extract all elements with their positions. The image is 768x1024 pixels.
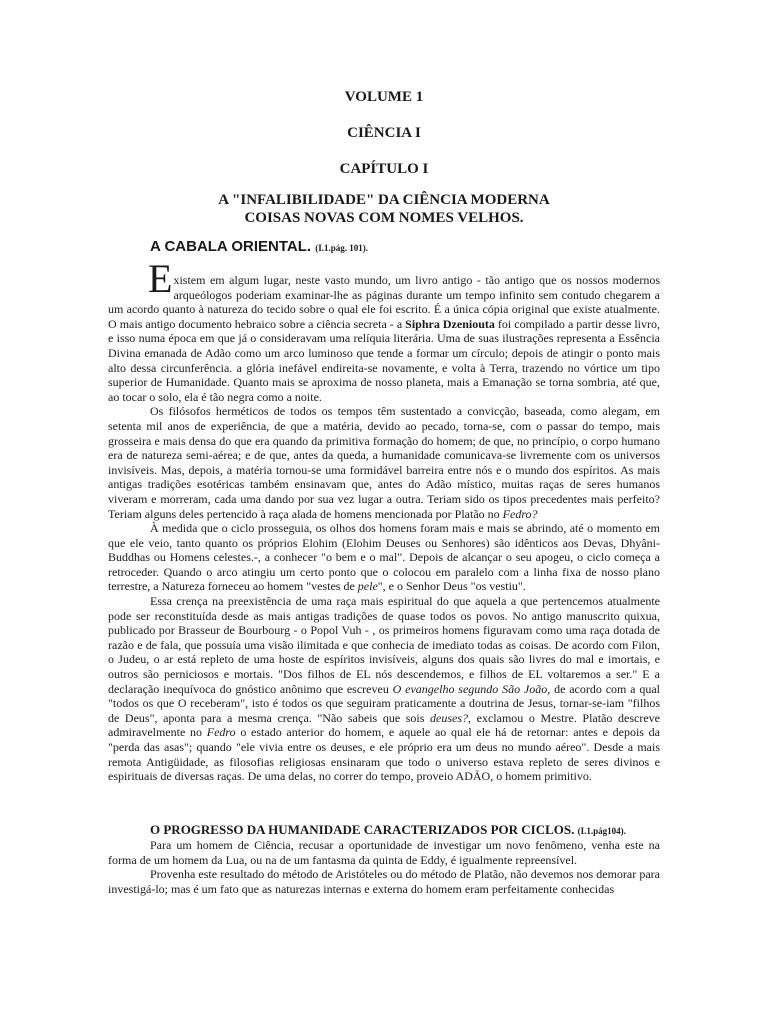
paragraph	[108, 404, 660, 521]
paragraph	[108, 594, 660, 784]
text-run: À medida que o ciclo prosseguia, os olhos dos homens foram mais e mais se abrindo, até o momento em que ele veio, tanto quanto os próprios Elohim (Elohim Deuses ou Senhores) são idênticos aos Devas, Dhyâni-Buddhas ou Homens celestes.-, a conhecer "o bem e o mal". Depois de alcançar o seu apogeu, o ciclo começa a retroceder. Quando o arco atingiu um certo ponto que o colocou em paralelo com a linha fixa de nosso plano terrestre, a Natureza forneceu ao homem "vestes de	[108, 521, 660, 594]
text-run: Os filósofos herméticos de todos os tempos têm sustentado a convicção, baseada, como alegam, em setenta mil anos de experiência, de que a matéria, devido ao pecado, torna-se, com o passar do tempo, mais grosseira e mais densa do que era quando da primitiva formação do homem; de que, no princípio, o corpo humano era de natureza semi-aérea; e de que, antes da queda, a humanidade comunicava-se livremente com os universos invisíveis. Mas, depois, a matéria tornou-se uma formidável barreira entre nós e o mundo dos espíritos. As mais antigas tradições esotéricas também ensinavam que, antes do Adão místico, muitas raças de seres humanos viveram e morreram, cada uma dando por sua vez lugar a outra. Teriam sido os tipos precedentes mais perfeito? Teriam alguns deles pertencido à raça alada de homens mencionada por Platão no	[108, 404, 660, 521]
text-run: , de acordo com a qual "todos os que O receberam", isto é todos os que seguiram praticamente a doutrina de Jesus, tornar-se-iam "filhos de Deus", aponta para a mesma crença. "Não sabeis que sois	[108, 681, 660, 725]
chapter-title-line1: A "INFALIBILIDADE" DA CIÊNCIA MODERNA	[218, 192, 550, 208]
text-run: xistem em algum lugar, neste vasto mundo, um livro antigo - tão antigo que os nossos modernos arqueólogos poderiam examinar-lhe as páginas durante um tempo infinito sem contudo chegarem a um acordo quanto à natureza do tecido sobre o qual ele foi escrito. É a única cópia original que existe atualmente. O mais antigo documento hebraico sobre a ciência secreta - a	[108, 273, 660, 331]
ciencia-heading: CIÊNCIA I	[347, 125, 421, 141]
paragraph: Para um homem de Ciência, recusar a oportunidade de investigar um novo fenômeno, venha este na forma de um homem da Lua, ou na de um fantasma da quinta de Eddy, é igualmente repreensível.	[108, 838, 660, 867]
drop-cap: E	[148, 256, 173, 301]
text-run: foi compilado a partir desse livro, e isso numa época em que já o consideravam uma relíquia literária. Uma de suas ilustrações representa a Essência Divina emanada de Adão como um arco luminoso que tende a formar um círculo; depois de atingir o ponto mais alto dessa circunferência. a glória inefável endireita-se novamente, e volta à Terra, trazendo no vórtice um tipo superior de Humanidade. Quanto mais se aproxima de nosso planeta, mais a Emanação se torna sombria, até que, ao tocar o solo, ela é tão negra como a noite.	[108, 316, 661, 404]
chapter-title	[0, 191, 768, 227]
chapter-title-line2: COISAS NOVAS COM NOMES VELHOS.	[244, 210, 524, 226]
section-body-cabala	[108, 256, 661, 784]
section-heading-progresso	[150, 822, 626, 838]
section-ref: (I.1.pág104).	[577, 826, 626, 836]
italic-run: deuses?	[430, 710, 469, 725]
book-title-bold: Siphra Dzeniouta	[405, 316, 495, 331]
text-run: , exclamou o Mestre. Platão descreve admiravelmente no	[108, 710, 660, 740]
italic-run: pele	[357, 579, 378, 594]
paragraph	[108, 521, 660, 594]
italic-run: Fedro	[206, 725, 236, 740]
paragraph-text	[108, 256, 661, 404]
section-ref: (I.1.pág. 101).	[315, 243, 369, 253]
section-title: O PROGRESSO DA HUMANIDADE CARACTERIZADOS POR CICLOS.	[150, 822, 575, 837]
paragraph	[108, 256, 661, 404]
italic-run: O evangelho segundo São João	[392, 681, 548, 696]
text-run: Essa crença na preexistência de uma raça mais espiritual do que aquela a que pertencemos atualmente pode ser reconstituída desde as mais antigas tradições de quase todos os povos. No antigo manuscrito quixua, publicado por Brasseur de Bourbourg - o Popol Vuh - , os primeiros homens figuravam como uma raça dotada de razão e de fala, que possuía uma visão ilimitada e que conhecia de imediato todas as coisas. De acordo com Filon, o Judeu, o ar está repleto de uma hoste de espíritos invisíveis, alguns dos quais são livres do mal e imortais, e outros são perniciosos e mortais. "Dos filhos de EL nós descendemos, e filhos de EL voltaremos a ser." E a declaração inequívoca do gnóstico anônimo que escreveu	[108, 594, 660, 696]
volume-heading: VOLUME 1	[344, 89, 424, 105]
chapter-heading	[0, 88, 768, 178]
section-title: A CABALA ORIENTAL.	[150, 238, 312, 255]
text-run: o estado anterior do homem, e aquele ao qual ele há de retornar: antes e depois da "perda das asas"; quando "ele vivia entre os deuses, e ele próprio era um deus no mundo aéreo". Desde a mais remota Antigüidade, as filosofias religiosas ensinaram que todo o universo estava repleto de seres divinos e espirituais de diversas raças. De uma delas, no correr do tempo, proveio ADÃO, o homem primitivo.	[108, 725, 660, 784]
paragraph: Provenha este resultado do método de Aristóteles ou do método de Platão, não devemos nos demorar para investigá-lo; mas é um fato que as naturezas internas e externa do homem eram perfeitamente conhecidas	[108, 867, 660, 896]
italic-run: Fedro?	[502, 506, 538, 521]
section-heading-cabala	[150, 238, 368, 255]
text-run: ", e o Senhor Deus "os vestiu".	[377, 579, 526, 594]
capitulo-heading: CAPÍTULO I	[339, 161, 429, 177]
section-body-progresso	[108, 838, 660, 896]
